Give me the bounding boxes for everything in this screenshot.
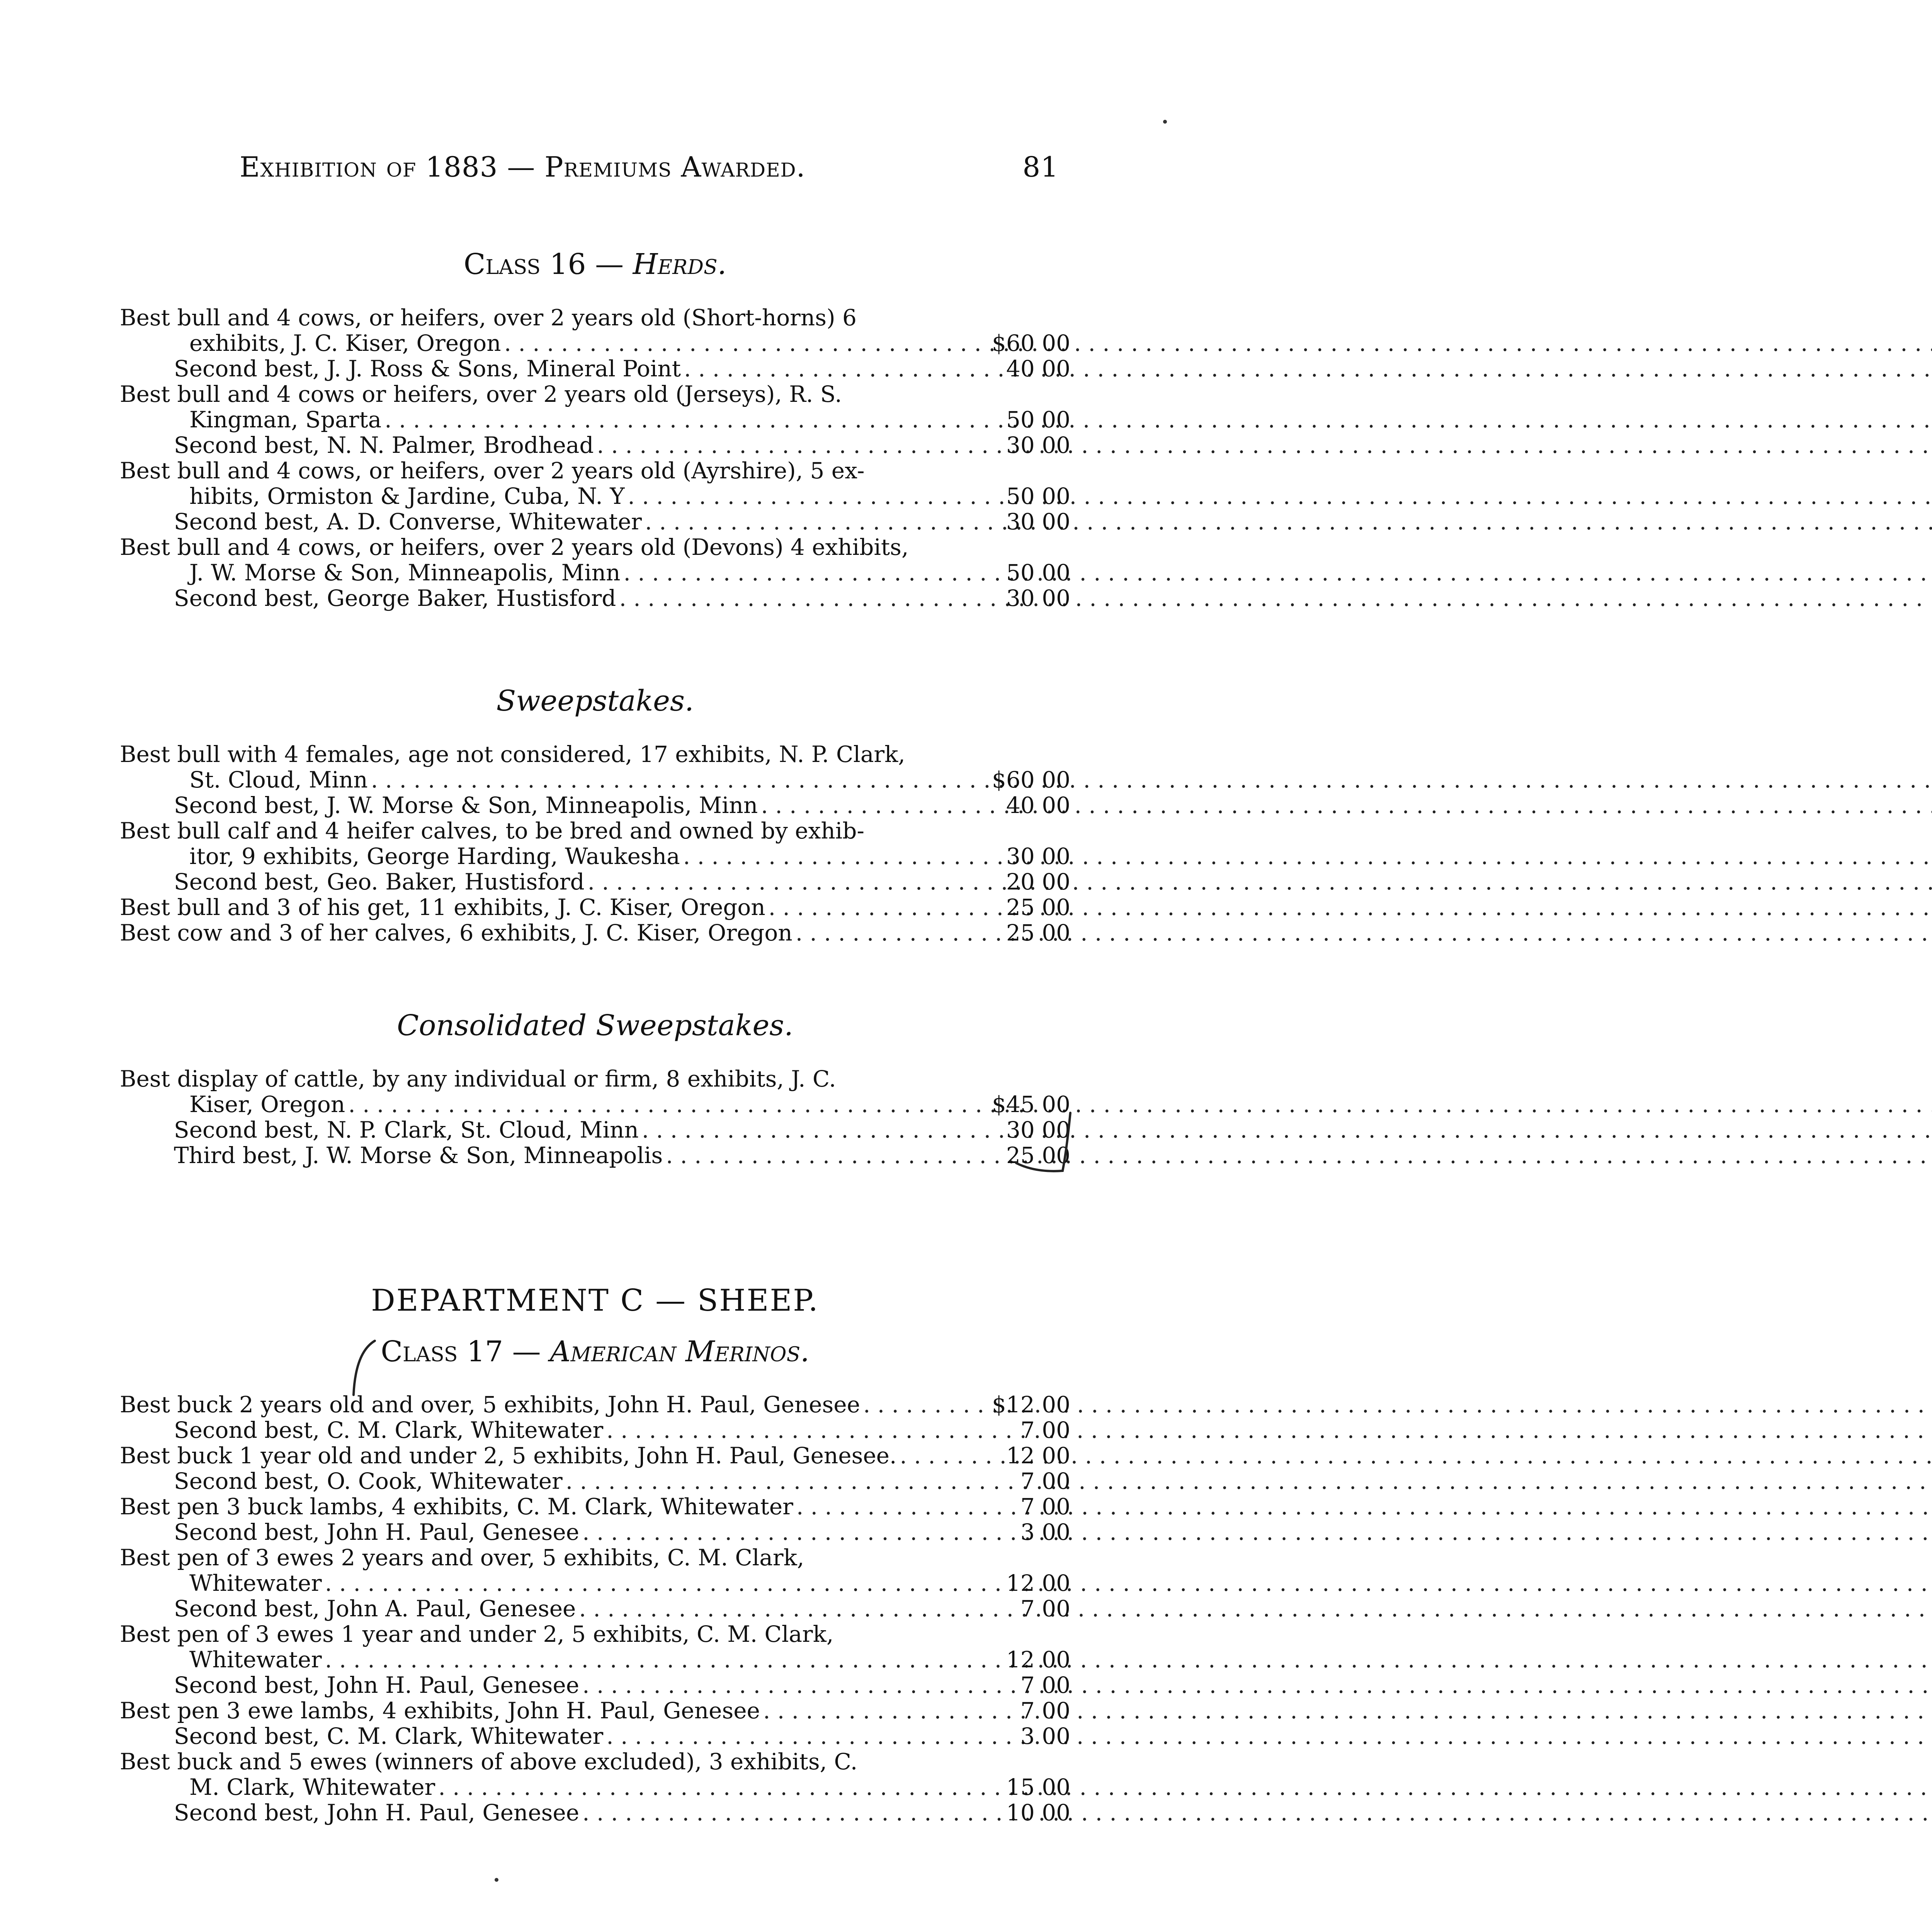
section-herds xyxy=(120,247,1070,611)
premium-amount: 20 00 xyxy=(1006,868,1070,895)
list-item xyxy=(120,1468,1070,1494)
list-item xyxy=(120,585,1070,611)
dot-leader xyxy=(645,509,1932,534)
premium-amount: 12 00 xyxy=(1006,1442,1070,1469)
entry-line xyxy=(120,1672,1070,1698)
entry-line xyxy=(120,483,1070,509)
entry-text: Second best, O. Cook, Whitewater xyxy=(174,1468,563,1495)
dot-leader xyxy=(582,1519,1932,1545)
dot-leader xyxy=(597,432,1932,458)
entry-line xyxy=(120,1468,1070,1494)
entry-text: Best buck 2 years old and over, 5 exhibits, John H. Paul, Genesee xyxy=(120,1391,860,1418)
entry-line xyxy=(120,1596,1070,1621)
list-item xyxy=(120,1066,1070,1117)
entry-line xyxy=(120,509,1070,534)
list-item xyxy=(120,1443,1070,1468)
list-item xyxy=(120,458,1070,509)
dot-leader xyxy=(761,793,1932,818)
stray-mark xyxy=(1163,120,1167,124)
entry-text: Best buck and 5 ewes (winners of above excluded), 3 exhibits, C. xyxy=(120,1748,858,1775)
class-name: American Merinos. xyxy=(550,1335,810,1368)
dot-leader xyxy=(623,560,1932,585)
list-item xyxy=(120,818,1070,869)
list-item xyxy=(120,1392,1070,1417)
premium-amount: 7 00 xyxy=(1020,1493,1070,1520)
entry-line xyxy=(120,1545,1070,1570)
entry-line xyxy=(120,1092,1070,1117)
entry-line xyxy=(120,844,1070,869)
section-sweepstakes xyxy=(120,684,1070,946)
premium-amount: 7 00 xyxy=(1020,1672,1070,1699)
list-item xyxy=(120,1143,1070,1168)
premium-amount: 12 00 xyxy=(1006,1570,1070,1597)
list-item xyxy=(120,1117,1070,1143)
entry-line xyxy=(120,1774,1070,1800)
entry-line xyxy=(120,1519,1070,1545)
entry-text: St. Cloud, Minn xyxy=(189,766,368,793)
entry-text: Best bull and 4 cows or heifers, over 2 years old (Jerseys), R. S. xyxy=(120,381,842,407)
entry-line xyxy=(120,1417,1070,1443)
dot-leader xyxy=(384,407,1932,432)
entry-text: Best bull and 4 cows, or heifers, over 2 years old (Short-horns) 6 xyxy=(120,304,857,331)
dot-leader xyxy=(606,1417,1932,1443)
premium-amount: $45 00 xyxy=(992,1091,1070,1117)
entry-line xyxy=(120,742,1070,767)
entry-line xyxy=(120,1117,1070,1143)
list-item xyxy=(120,305,1070,356)
entry-line xyxy=(120,1066,1070,1092)
entry-text: Best bull and 3 of his get, 11 exhibits, J. C. Kiser, Oregon xyxy=(120,894,765,920)
entry-text: Second best, A. D. Converse, Whitewater xyxy=(174,508,642,535)
section-heading xyxy=(120,247,1070,282)
entry-text: Second best, J. W. Morse & Son, Minneapolis, Minn xyxy=(174,792,758,818)
entry-line xyxy=(120,305,1070,330)
dot-leader xyxy=(579,1596,1932,1621)
entry-text: Second best, John H. Paul, Genesee xyxy=(174,1672,580,1699)
entry-text: J. W. Morse & Son, Minneapolis, Minn xyxy=(189,559,621,586)
entry-line xyxy=(120,356,1070,381)
page-number: 81 xyxy=(1022,151,1059,183)
entry-line xyxy=(120,432,1070,458)
list-item xyxy=(120,920,1070,946)
premium-amount: $60 00 xyxy=(992,330,1070,356)
dot-leader xyxy=(566,1468,1932,1494)
dot-leader xyxy=(642,1117,1932,1143)
premium-amount: 7 00 xyxy=(1020,1697,1070,1724)
list-item xyxy=(120,356,1070,381)
list-item xyxy=(120,1621,1070,1672)
dot-leader xyxy=(325,1570,1932,1596)
dot-leader xyxy=(606,1723,1932,1749)
premium-amount: 50 00 xyxy=(1006,483,1070,509)
entry-line xyxy=(120,381,1070,407)
entry-line xyxy=(120,767,1070,793)
handwritten-bracket-left xyxy=(348,1337,379,1399)
list-item xyxy=(120,1800,1070,1825)
premium-amount: 15 00 xyxy=(1006,1774,1070,1801)
dot-leader xyxy=(763,1698,1932,1723)
list-item xyxy=(120,1545,1070,1596)
entry-text: hibits, Ormiston & Jardine, Cuba, N. Y xyxy=(189,483,625,509)
entry-line xyxy=(120,1443,1070,1468)
entry-line xyxy=(120,458,1070,483)
class-name: Herds. xyxy=(633,248,727,281)
entry-text: Third best, J. W. Morse & Son, Minneapolis xyxy=(174,1142,663,1168)
entry-list xyxy=(120,305,1070,611)
list-item xyxy=(120,534,1070,585)
entry-text: Second best, N. N. Palmer, Brodhead xyxy=(174,432,594,458)
list-item xyxy=(120,1596,1070,1621)
entry-list xyxy=(120,1392,1070,1825)
dot-leader xyxy=(325,1647,1932,1672)
premium-amount: 40 00 xyxy=(1006,355,1070,382)
entry-text: Second best, John H. Paul, Genesee xyxy=(174,1519,580,1546)
entry-line xyxy=(120,793,1070,818)
entry-line xyxy=(120,1143,1070,1168)
premium-amount: 30 00 xyxy=(1006,843,1070,869)
entry-text: Second best, N. P. Clark, St. Cloud, Minn xyxy=(174,1116,639,1143)
section-heading: Sweepstakes. xyxy=(496,684,694,718)
entry-line xyxy=(120,560,1070,585)
premium-amount: 30 00 xyxy=(1006,1116,1070,1143)
dot-leader xyxy=(582,1672,1932,1698)
section-heading: Consolidated Sweepstakes. xyxy=(397,1009,793,1042)
section-heading xyxy=(120,1335,1070,1369)
entry-line xyxy=(120,818,1070,844)
entry-text: Best buck 1 year old and under 2, 5 exhibits, John H. Paul, Genesee. xyxy=(120,1442,897,1469)
entry-list xyxy=(120,1066,1070,1168)
entry-text: exhibits, J. C. Kiser, Oregon xyxy=(189,330,501,356)
entry-text: Best bull and 4 cows, or heifers, over 2 years old (Ayrshire), 5 ex- xyxy=(120,457,865,484)
entry-line xyxy=(120,1494,1070,1519)
entry-text: Best bull and 4 cows, or heifers, over 2 years old (Devons) 4 exhibits, xyxy=(120,534,909,560)
list-item xyxy=(120,742,1070,793)
list-item xyxy=(120,509,1070,534)
premium-amount: 10 00 xyxy=(1006,1799,1070,1826)
premium-amount: $12 00 xyxy=(992,1391,1070,1418)
entry-text: Second best, John A. Paul, Genesee xyxy=(174,1595,576,1622)
entry-text: Best bull calf and 4 heifer calves, to be bred and owned by exhib- xyxy=(120,817,864,844)
premium-amount: 7 00 xyxy=(1020,1595,1070,1622)
entry-text: Best pen 3 buck lambs, 4 exhibits, C. M. Clark, Whitewater xyxy=(120,1493,793,1520)
premium-amount: 7 00 xyxy=(1020,1417,1070,1444)
list-item xyxy=(120,1494,1070,1519)
entry-line xyxy=(120,585,1070,611)
entry-text: Best pen 3 ewe lambs, 4 exhibits, John H. Paul, Genesee xyxy=(120,1697,760,1724)
dot-leader xyxy=(628,483,1932,509)
dot-leader xyxy=(582,1800,1932,1825)
entry-line xyxy=(120,1800,1070,1825)
entry-list xyxy=(120,742,1070,946)
entry-text: Best pen of 3 ewes 2 years and over, 5 exhibits, C. M. Clark, xyxy=(120,1544,804,1571)
entry-text: Second best, John H. Paul, Genesee xyxy=(174,1799,580,1826)
entry-line xyxy=(120,1698,1070,1723)
entry-line xyxy=(120,1621,1070,1647)
entry-line xyxy=(120,1749,1070,1774)
entry-line xyxy=(120,534,1070,560)
entry-text: Second best, Geo. Baker, Hustisford xyxy=(174,868,585,895)
entry-line xyxy=(120,920,1070,946)
dot-leader xyxy=(504,330,1932,356)
dot-leader xyxy=(438,1774,1932,1800)
entry-text: Best display of cattle, by any individual or firm, 8 exhibits, J. C. xyxy=(120,1065,836,1092)
premium-amount: 25 00 xyxy=(1006,919,1070,946)
entry-line xyxy=(120,1647,1070,1672)
section-sheep xyxy=(120,1283,1070,1825)
class-label: Class 16 — xyxy=(463,248,624,281)
stray-mark xyxy=(495,1878,498,1882)
premium-amount: 12 00 xyxy=(1006,1646,1070,1673)
list-item xyxy=(120,1723,1070,1749)
premium-amount: 50 00 xyxy=(1006,406,1070,433)
list-item xyxy=(120,895,1070,920)
dot-leader xyxy=(769,895,1932,920)
premium-amount: 40 00 xyxy=(1006,792,1070,818)
entry-text: Second best, J. J. Ross & Sons, Mineral Point xyxy=(174,355,681,382)
entry-line xyxy=(120,1392,1070,1417)
list-item xyxy=(120,869,1070,895)
entry-text: Best cow and 3 of her calves, 6 exhibits, J. C. Kiser, Oregon xyxy=(120,919,793,946)
entry-line xyxy=(120,1570,1070,1596)
entry-text: Second best, George Baker, Hustisford xyxy=(174,585,616,611)
premium-amount: 25 00 xyxy=(1006,894,1070,920)
department-heading: DEPARTMENT C — SHEEP. xyxy=(371,1283,819,1318)
dot-leader xyxy=(683,844,1932,869)
entry-line xyxy=(120,330,1070,356)
list-item xyxy=(120,1698,1070,1723)
entry-text: M. Clark, Whitewater xyxy=(189,1774,435,1801)
handwritten-bracket-mark xyxy=(1012,1105,1082,1182)
entry-text: Second best, C. M. Clark, Whitewater xyxy=(174,1723,604,1750)
section-consolidated xyxy=(120,1009,1070,1168)
premium-amount: 50 00 xyxy=(1006,559,1070,586)
entry-text: Whitewater xyxy=(189,1570,322,1597)
entry-line xyxy=(120,869,1070,895)
running-title: Exhibition of 1883 — Premiums Awarded. xyxy=(240,151,806,183)
page-header xyxy=(240,151,1059,193)
list-item xyxy=(120,381,1070,432)
premium-amount: $60 00 xyxy=(992,766,1070,793)
list-item xyxy=(120,1519,1070,1545)
premium-amount: 30 00 xyxy=(1006,585,1070,611)
entry-text: itor, 9 exhibits, George Harding, Waukesha xyxy=(189,843,680,869)
premium-amount: 7 00 xyxy=(1020,1468,1070,1495)
premium-amount: 3 00 xyxy=(1020,1519,1070,1546)
dot-leader xyxy=(684,356,1932,381)
entry-line xyxy=(120,407,1070,432)
class-label: Class 17 — xyxy=(381,1335,541,1368)
entry-line xyxy=(120,895,1070,920)
entry-text: Kiser, Oregon xyxy=(189,1091,345,1117)
dot-leader xyxy=(666,1143,1932,1168)
list-item xyxy=(120,793,1070,818)
entry-text: Second best, C. M. Clark, Whitewater xyxy=(174,1417,604,1444)
entry-text: Whitewater xyxy=(189,1646,322,1673)
entry-text: Best pen of 3 ewes 1 year and under 2, 5 exhibits, C. M. Clark, xyxy=(120,1621,834,1648)
dot-leader xyxy=(371,767,1932,793)
entry-text: Kingman, Sparta xyxy=(189,406,382,433)
dot-leader xyxy=(588,869,1932,895)
dot-leader xyxy=(348,1092,1932,1117)
dot-leader xyxy=(619,585,1932,611)
premium-amount: 25 00 xyxy=(1006,1142,1070,1168)
entry-line xyxy=(120,1723,1070,1749)
entry-text: Best bull with 4 females, age not considered, 17 exhibits, N. P. Clark, xyxy=(120,741,905,767)
list-item xyxy=(120,432,1070,458)
list-item xyxy=(120,1672,1070,1698)
list-item xyxy=(120,1417,1070,1443)
premium-amount: 30 00 xyxy=(1006,508,1070,535)
premium-amount: 3 00 xyxy=(1020,1723,1070,1750)
premium-amount: 30 00 xyxy=(1006,432,1070,458)
list-item xyxy=(120,1749,1070,1800)
